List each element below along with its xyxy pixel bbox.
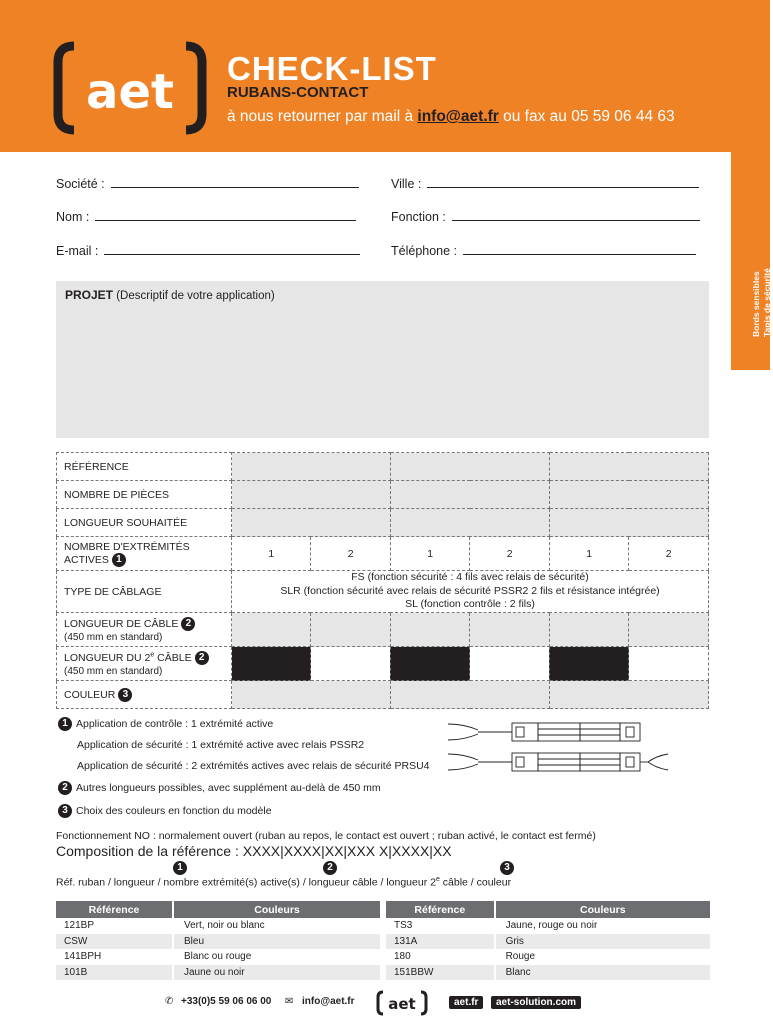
aet-logo-text: aet — [86, 64, 174, 120]
badge-2: 2 — [181, 617, 195, 631]
phone-icon: ✆ — [165, 996, 174, 1007]
table-row — [386, 949, 710, 965]
color-cell: Vert, noir ou blanc — [173, 918, 380, 934]
mail-icon: ✉ — [285, 996, 294, 1007]
couleur-cell-2[interactable] — [390, 681, 549, 709]
cablage-slr: SLR (fonction sécurité avec relais de sécurité PSSR2 2 fils et résistance intégrée) — [280, 584, 660, 597]
col-colors-header: Couleurs — [173, 901, 380, 918]
ref-cell: TS3 — [386, 918, 495, 934]
projet-box[interactable] — [56, 281, 709, 438]
table-row — [56, 949, 380, 965]
telephone-field[interactable] — [391, 244, 696, 258]
cable2-sup: e — [150, 650, 155, 658]
badge-2: 2 — [195, 651, 209, 665]
color-cell: Blanc ou rouge — [173, 949, 380, 965]
ref-cell: 121BP — [56, 918, 173, 934]
email-link[interactable]: info@aet.fr — [417, 108, 499, 125]
nb-pieces-cell-2[interactable] — [390, 481, 549, 509]
cable2-cell[interactable] — [311, 647, 390, 681]
ref-table-left — [56, 901, 380, 980]
fonction-line[interactable] — [452, 210, 700, 221]
page-subtitle: RUBANS-CONTACT — [227, 84, 369, 101]
cable-cell[interactable] — [629, 613, 709, 647]
fonction-label: Fonction : — [391, 210, 446, 224]
extremites-value[interactable]: 2 — [470, 537, 549, 571]
extremites-label-l1: NOMBRE D'EXTRÉMITÉS — [64, 540, 190, 553]
return-instructions — [227, 108, 675, 126]
row-cablage — [57, 571, 709, 613]
cable-note: (450 mm en standard) — [64, 631, 163, 643]
send-prefix: à nous retourner par mail à — [227, 108, 418, 125]
footer-mail[interactable]: info@aet.fr — [302, 996, 355, 1007]
ref-cell: 151BBW — [386, 965, 495, 981]
ref-legend — [56, 876, 511, 889]
projet-label — [65, 288, 275, 302]
footer-phone[interactable]: +33(0)5 59 06 06 00 — [181, 996, 272, 1007]
longueur-label: LONGUEUR SOUHAITÉE — [57, 509, 232, 537]
societe-field[interactable] — [56, 177, 359, 191]
badge-1: 1 — [58, 717, 72, 731]
badge-2: 2 — [58, 781, 72, 795]
ville-line[interactable] — [427, 177, 699, 188]
extremites-value[interactable]: 1 — [390, 537, 469, 571]
row-couleur — [57, 681, 709, 709]
send-suffix: ou fax au 05 59 06 44 63 — [498, 108, 675, 125]
spec-table — [56, 452, 709, 709]
note-1b: Application de sécurité : 1 extrémité active avec relais PSSR2 — [77, 739, 365, 751]
email-field[interactable] — [56, 244, 360, 258]
longueur-cell-1[interactable] — [232, 509, 391, 537]
longueur-cell-3[interactable] — [549, 509, 708, 537]
note-2 — [58, 781, 381, 795]
col-colors-header: Couleurs — [495, 901, 710, 918]
color-cell: Rouge — [495, 949, 710, 965]
col-ref-header: Référence — [56, 901, 173, 918]
ref-legend-prefix: Réf. ruban / longueur / nombre extrémité(s) active(s) / longueur câble / longueur 2 — [56, 876, 436, 889]
projet-desc: (Descriptif de votre application) — [116, 290, 275, 302]
cable2-prefix: LONGUEUR DU 2 — [64, 651, 151, 664]
nom-field[interactable] — [56, 210, 356, 224]
reference-cell-1[interactable] — [232, 453, 391, 481]
table-row — [386, 918, 710, 934]
note-1a — [58, 717, 273, 731]
aet-logo — [56, 42, 204, 134]
projet-title: PROJET — [65, 288, 114, 302]
cable-cell[interactable] — [470, 613, 549, 647]
row-nb-pieces — [57, 481, 709, 509]
ref-cell: CSW — [56, 934, 173, 950]
side-tab — [731, 152, 770, 370]
cablage-sl: SL (fonction contrôle : 2 fils) — [405, 598, 535, 611]
cable2-suffix: CÂBLE — [154, 651, 192, 664]
side-tab-line2: Tapis de sécurité — [762, 268, 772, 337]
composition-title: Composition de la référence : XXXX|XXXX|XX|XXX X|XXXX|XX — [56, 843, 452, 859]
cable-label — [57, 613, 232, 647]
table-row — [56, 934, 380, 950]
cable2-cell[interactable] — [629, 647, 709, 681]
footer — [0, 990, 770, 1020]
telephone-label: Téléphone : — [391, 244, 458, 258]
ref-cell: 101B — [56, 965, 173, 981]
cable2-cell-disabled — [232, 647, 311, 681]
ref-cell: 131A — [386, 934, 495, 950]
nom-label: Nom : — [56, 210, 90, 224]
cable-cell[interactable] — [232, 613, 311, 647]
couleur-label-text: COULEUR — [64, 688, 116, 701]
badge-1: 1 — [173, 861, 187, 875]
row-reference — [57, 453, 709, 481]
nom-line[interactable] — [95, 210, 356, 221]
note-1a-text: Application de contrôle : 1 extrémité active — [76, 717, 274, 730]
ref-table-right — [386, 901, 710, 980]
ref-legend-sup: e — [435, 876, 440, 883]
cablage-options — [232, 571, 709, 613]
societe-line[interactable] — [111, 177, 359, 188]
ref-cell: 141BPH — [56, 949, 173, 965]
cablage-fs: FS (fonction sécurité : 4 fils avec relais de sécurité) — [351, 571, 589, 584]
page-title: CHECK-LIST — [227, 50, 437, 87]
email-line[interactable] — [104, 244, 360, 255]
table-row — [56, 918, 380, 934]
row-cable — [57, 613, 709, 647]
cable2-cell-disabled — [549, 647, 628, 681]
email-label: E-mail : — [56, 244, 99, 258]
badge-3: 3 — [58, 804, 72, 818]
extremites-label-l2: ACTIVES — [64, 553, 109, 566]
telephone-line[interactable] — [463, 244, 696, 255]
note-1c: Application de sécurité : 2 extrémités actives avec relais de sécurité PRSU4 — [77, 760, 430, 772]
side-tab-label — [751, 268, 773, 337]
ville-label: Ville : — [391, 177, 422, 191]
header-banner — [0, 0, 770, 152]
reference-cell-3[interactable] — [549, 453, 708, 481]
row-extremites — [57, 537, 709, 571]
nb-pieces-label: NOMBRE DE PIÈCES — [57, 481, 232, 509]
footer-logo — [377, 990, 427, 1016]
badge-2: 2 — [323, 861, 337, 875]
ville-field[interactable] — [391, 177, 699, 191]
extremites-value[interactable]: 1 — [549, 537, 628, 571]
note-3 — [58, 804, 272, 818]
table-row — [386, 965, 710, 981]
color-cell: Gris — [495, 934, 710, 950]
table-row — [56, 965, 380, 981]
badge-3: 3 — [118, 688, 132, 702]
row-longueur — [57, 509, 709, 537]
ref-legend-suffix: câble / couleur — [439, 876, 512, 889]
fonction-field[interactable] — [391, 210, 700, 224]
badge-3: 3 — [500, 861, 514, 875]
extremites-value[interactable]: 2 — [629, 537, 709, 571]
reference-label: RÉFÉRENCE — [57, 453, 232, 481]
wiring-diagram — [444, 716, 670, 778]
couleur-label — [57, 681, 232, 709]
couleur-cell-3[interactable] — [549, 681, 708, 709]
cable2-label — [57, 647, 232, 681]
note-2-text: Autres longueurs possibles, avec supplément au-delà de 450 mm — [76, 781, 381, 794]
color-cell: Blanc — [495, 965, 710, 981]
cable2-cell-disabled — [390, 647, 469, 681]
color-cell: Jaune, rouge ou noir — [495, 918, 710, 934]
reference-cell-2[interactable] — [390, 453, 549, 481]
cable-cell[interactable] — [311, 613, 390, 647]
nb-pieces-cell-3[interactable] — [549, 481, 708, 509]
table-row — [386, 934, 710, 950]
extremites-value[interactable]: 1 — [232, 537, 311, 571]
cable-cell[interactable] — [549, 613, 628, 647]
color-cell: Bleu — [173, 934, 380, 950]
societe-label: Société : — [56, 177, 105, 191]
side-tab-line1: Bords sensibles — [751, 271, 761, 337]
cable2-note: (450 mm en standard) — [64, 665, 163, 677]
col-ref-header: Référence — [386, 901, 495, 918]
couleur-cell-1[interactable] — [232, 681, 391, 709]
extremites-value[interactable]: 2 — [311, 537, 390, 571]
cablage-label: TYPE DE CÂBLAGE — [57, 571, 232, 613]
color-cell: Jaune ou noir — [173, 965, 380, 981]
site-aet-fr[interactable]: aet.fr — [449, 996, 483, 1009]
footer-logo-text: aet — [388, 995, 416, 1013]
ref-cell: 180 — [386, 949, 495, 965]
fonctionnement-note: Fonctionnement NO : normalement ouvert (ruban au repos, le contact est ouvert ; ruban activé, le contact est fermé) — [56, 830, 596, 842]
badge-1: 1 — [112, 553, 126, 567]
cable-label-text: LONGUEUR DE CÂBLE — [64, 617, 179, 630]
site-aet-solution[interactable]: aet-solution.com — [491, 996, 581, 1009]
cable-cell[interactable] — [390, 613, 469, 647]
row-cable2 — [57, 647, 709, 681]
longueur-cell-2[interactable] — [390, 509, 549, 537]
note-3-text: Choix des couleurs en fonction du modèle — [76, 804, 272, 817]
extremites-label — [57, 537, 232, 571]
cable2-cell[interactable] — [470, 647, 549, 681]
nb-pieces-cell-1[interactable] — [232, 481, 391, 509]
